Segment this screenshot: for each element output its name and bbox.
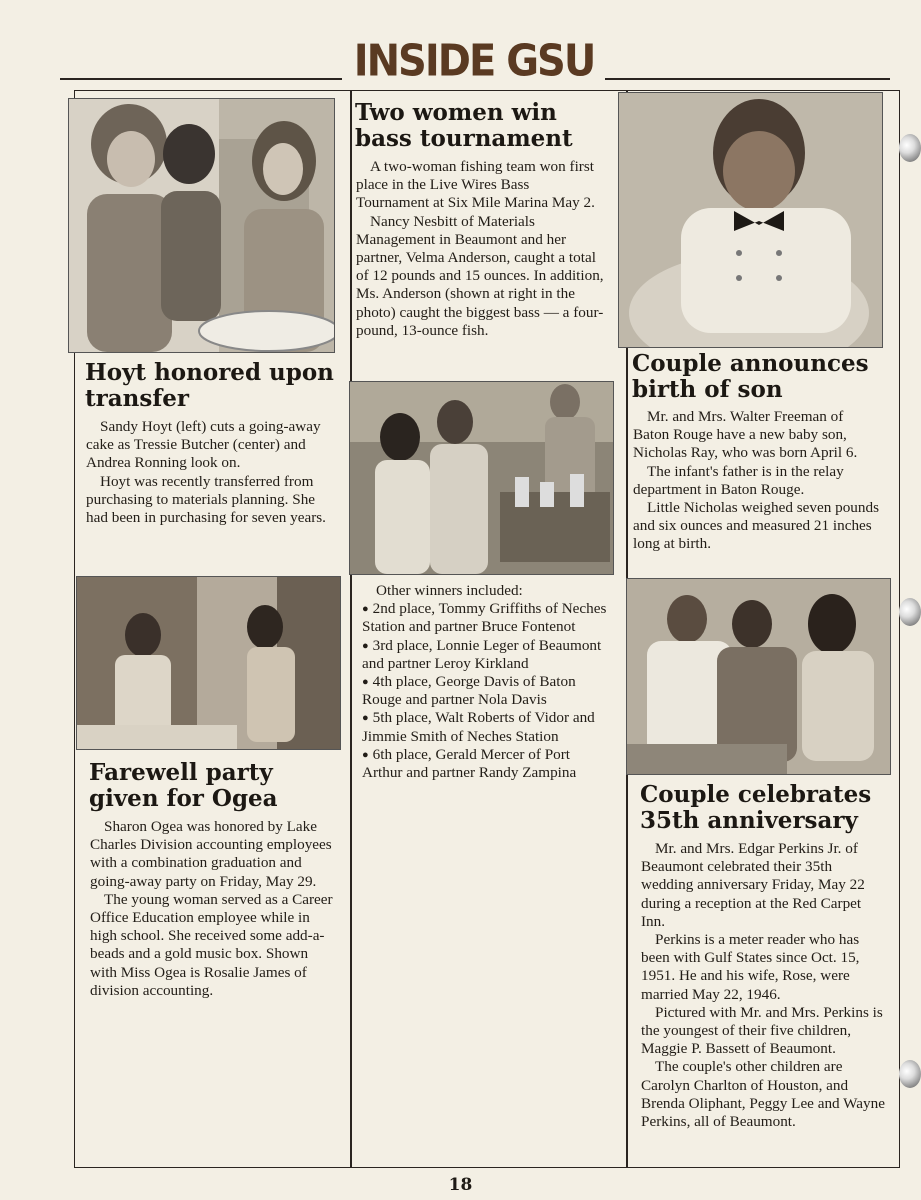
birth-body <box>633 408 881 554</box>
hoyt-cake-photo <box>68 98 335 353</box>
masthead-rule-right <box>605 78 890 80</box>
masthead-title: INSIDE GSU <box>353 35 595 87</box>
winner-text: 6th place, Gerald Mercer of Port Arthur and partner Randy Zampina <box>362 745 577 782</box>
anniversary-body <box>641 840 886 1131</box>
bass-body <box>356 158 604 340</box>
winner-text: 4th place, George Davis of Baton Rouge and partner Nola Davis <box>362 673 576 709</box>
bullet-icon: ● <box>362 676 369 689</box>
column-divider-1 <box>350 90 352 1168</box>
birth-headline: Couple announces birth of son <box>632 350 869 403</box>
bullet-icon: ● <box>362 639 369 652</box>
masthead-rule-left <box>60 78 342 80</box>
hoyt-paragraph: Hoyt was recently transferred from purchasing to materials planning. She had been in purchasing for seven years. <box>86 472 326 527</box>
winner-text: 5th place, Walt Roberts of Vidor and Jimmie Smith of Neches Station <box>362 709 595 745</box>
page-number: 18 <box>448 1175 473 1195</box>
baby-photo <box>618 92 883 348</box>
bullet-icon: ● <box>362 748 369 761</box>
binder-ring-icon <box>899 598 921 626</box>
anniversary-paragraph: Perkins is a meter reader who has been with Gulf States since Oct. 15, 1951. He and his wife, Rose, were married May 22, 1946. <box>641 931 860 1003</box>
birth-paragraph: Mr. and Mrs. Walter Freeman of Baton Rouge have a new baby son, Nicholas Ray, who was born April 6. <box>633 408 858 462</box>
binder-ring-icon <box>899 134 921 162</box>
anniversary-headline: Couple celebrates 35th anniversary <box>640 781 872 834</box>
winner-item <box>362 673 610 709</box>
hoyt-headline: Hoyt honored upon transfer <box>85 359 334 412</box>
ogea-paragraph: Sharon Ogea was honored by Lake Charles Division accounting employees with a combination graduation and going-away party on Friday, May 29. <box>90 818 332 890</box>
hoyt-paragraph: Sandy Hoyt (left) cuts a going-away cake as Tressie Butcher (center) and Andrea Ronning look on. <box>86 418 321 472</box>
bass-paragraph: Nancy Nesbitt of Materials Management in Beaumont and her partner, Velma Anderson, caught a total of 12 pounds and 15 ounces. In addition, Ms. Anderson (shown at right in the photo) caught the biggest bass — a four-pound, 13-ounce fish. <box>356 212 604 339</box>
ogea-paragraph: The young woman served as a Career Office Education employee while in high school. She received some add-a-beads and a gold music box. Shown with Miss Ogea is Rosalie James of division accounting. <box>90 890 333 999</box>
ogea-body <box>90 818 335 1000</box>
winners-intro: Other winners included: <box>376 582 523 599</box>
bass-winners <box>362 582 610 782</box>
bass-paragraph: A two-woman fishing team won first place in the Live Wires Bass Tournament at Six Mile Marina May 2. <box>356 158 595 212</box>
birth-paragraph: Little Nicholas weighed seven pounds and six ounces and measured 21 inches long at birth. <box>633 499 879 553</box>
bullet-icon: ● <box>362 712 369 725</box>
anniversary-paragraph: Mr. and Mrs. Edgar Perkins Jr. of Beaumont celebrated their 35th wedding anniversary Friday, May 22 during a reception at the Red Carpet Inn. <box>641 840 865 930</box>
anniversary-photo <box>626 578 891 775</box>
birth-paragraph: The infant's father is in the relay department in Baton Rouge. <box>633 462 844 498</box>
winner-item <box>362 746 610 782</box>
binder-ring-icon <box>899 1060 921 1088</box>
winners-list <box>362 600 610 782</box>
winner-item <box>362 709 610 745</box>
winner-item <box>362 600 610 636</box>
bullet-icon: ● <box>362 603 369 616</box>
winner-text: 2nd place, Tommy Griffiths of Neches Station and partner Bruce Fontenot <box>362 600 607 636</box>
bass-tournament-photo <box>349 381 614 575</box>
winner-item <box>362 637 610 673</box>
hoyt-body <box>86 418 326 527</box>
ogea-headline: Farewell party given for Ogea <box>89 759 278 812</box>
anniversary-paragraph: Pictured with Mr. and Mrs. Perkins is the youngest of their five children, Maggie P. Bassett of Beaumont. <box>641 1003 883 1058</box>
ogea-party-photo <box>76 576 341 750</box>
winner-text: 3rd place, Lonnie Leger of Beaumont and partner Leroy Kirkland <box>362 636 602 672</box>
anniversary-paragraph: The couple's other children are Carolyn Charlton of Houston, and Brenda Oliphant, Peggy Lee and Wayne Perkins, all of Beaumont. <box>641 1058 885 1131</box>
bass-headline: Two women win bass tournament <box>355 99 573 152</box>
masthead <box>60 35 890 90</box>
